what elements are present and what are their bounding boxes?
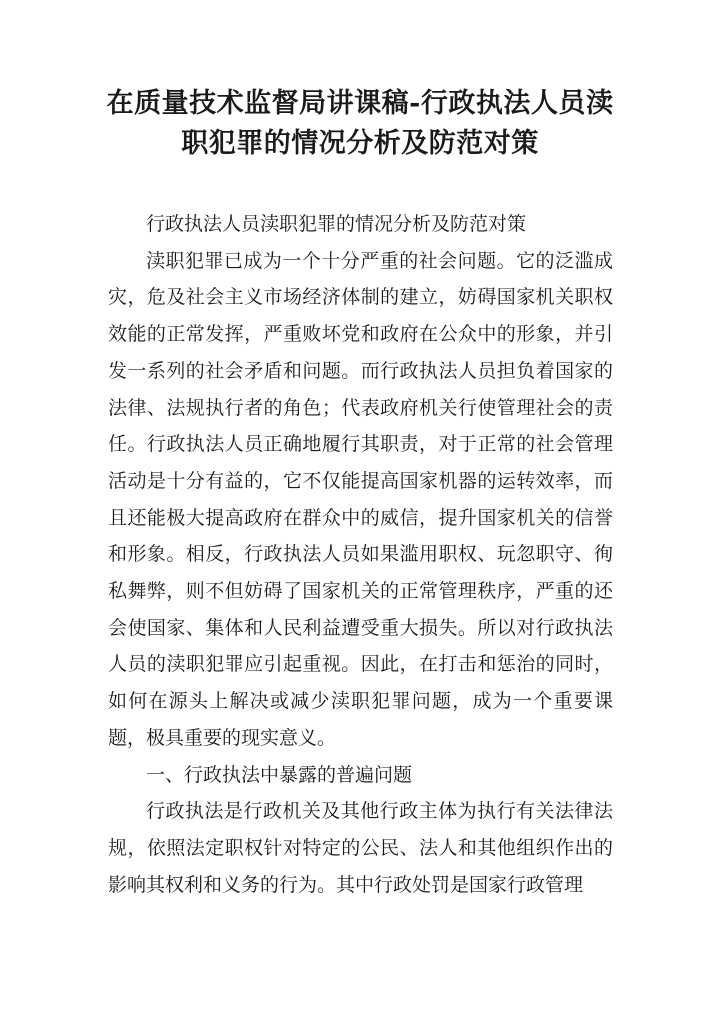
document-title: 在质量技术监督局讲课稿-行政执法人员渎职犯罪的情况分析及防范对策 (106, 88, 614, 159)
body-paragraph-intro: 渎职犯罪已成为一个十分严重的社会问题。它的泛滥成灾，危及社会主义市场经济体制的建立，妨碍国家机关职权效能的正常发挥，严重败坏党和政府在公众中的形象，并引发一系列的社会矛盾和问题。而行政执法人员担负着国家的法律、法规执行者的角色；代表政府机关行使管理社会的责任。行政执法人员正确地履行其职责，对于正常的社会管理活动是十分有益的，它不仅能提高国家机器的运转效率，而且还能极大提高政府在群众中的威信，提升国家机关的信誉和形象。相反，行政执法人员如果滥用职权、玩忽职守、徇私舞弊，则不但妨碍了国家机关的正常管理秩序，严重的还会使国家、集体和人民利益遭受重大损失。所以对行政执法人员的渎职犯罪应引起重视。因此，在打击和惩治的同时，如何在源头上解决或减少渎职犯罪问题，成为一个重要课题，极具重要的现实意义。 (108, 249, 613, 749)
section-subtitle: 行政执法人员渎职犯罪的情况分析及防范对策 (146, 213, 527, 235)
body-paragraph-1: 行政执法是行政机关及其他行政主体为执行有关法律法规，依照法定职权针对特定的公民、法人和其他组织作出的影响其权利和义务的行为。其中行政处罚是国家行政管理 (108, 800, 613, 896)
section-heading-1: 一、行政执法中暴露的普遍问题 (146, 763, 413, 786)
document-body (108, 206, 613, 903)
